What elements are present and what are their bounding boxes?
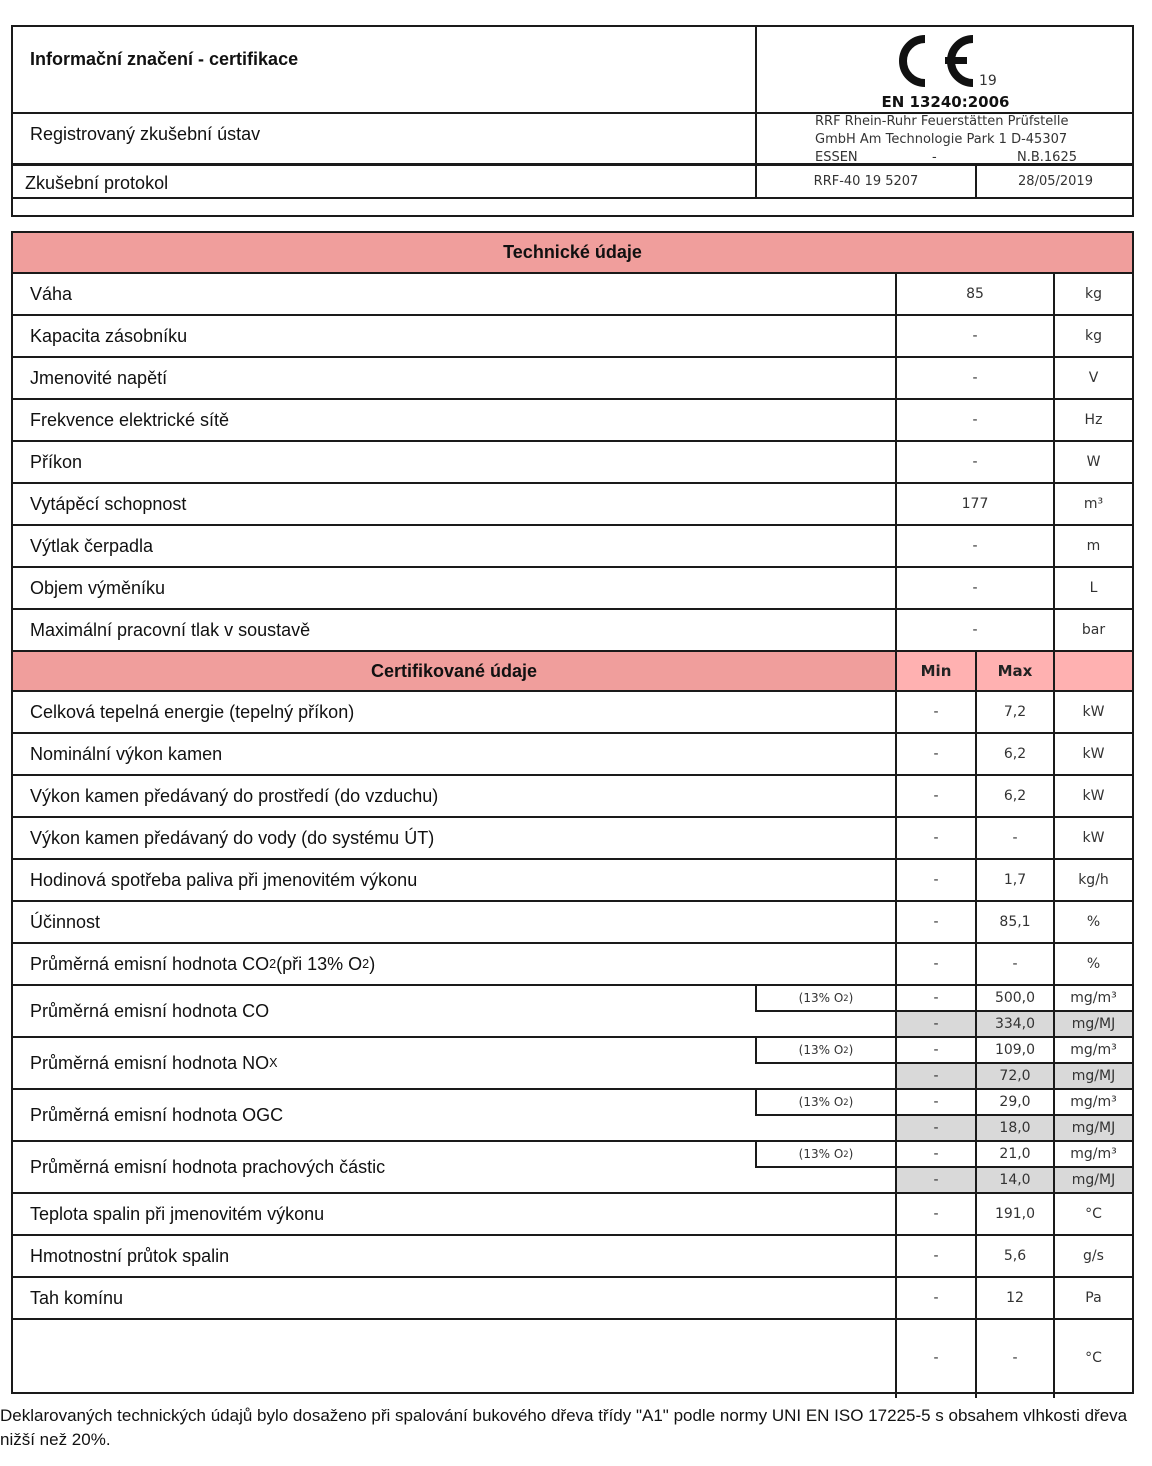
technical-row-label: Frekvence elektrické sítě (30, 409, 230, 430)
ce-logo-icon (887, 33, 977, 94)
certified-row-unit: °C (1085, 1350, 1102, 1366)
column-min-header: Min (897, 652, 975, 690)
ce-year: 19 (979, 73, 997, 89)
technical-header: Technické údaje (13, 233, 1132, 272)
technical-row-value: - (972, 454, 978, 470)
institute-address: RRF Rhein-Ruhr Feuerstätten Prüfstelle GmbH Am Technologie Park 1 D-45307 ESSEN - N.B.1625 (815, 114, 1077, 165)
technical-row-label: Výtlak čerpadla (30, 535, 154, 556)
certified-row-label: Účinnost (30, 911, 101, 932)
certified-header: Certifikované údaje (13, 652, 895, 690)
emission-row-label: Průměrná emisní hodnota OGC (30, 1104, 284, 1125)
certification-title: Informační značení - certifikace (30, 49, 299, 69)
certified-row-min: - (933, 914, 939, 930)
emission-max-per-mj: 14,0 (977, 1168, 1053, 1192)
emission-reference: (13% O 2 ) (798, 1095, 854, 1109)
emission-max-per-mj: 72,0 (977, 1064, 1053, 1088)
technical-row-unit: L (1089, 580, 1098, 596)
certified-row-max: 1,7 (1003, 872, 1027, 888)
technical-row-value: - (972, 412, 978, 428)
technical-row-value: - (972, 370, 978, 386)
certified-row-min: - (933, 1248, 939, 1264)
certified-row-max: - (1012, 1350, 1018, 1366)
certified-row-min: - (933, 956, 939, 972)
emission-max-per-m3: 500,0 (994, 990, 1036, 1006)
emission-row-label: Průměrná emisní hodnota NO X (30, 1052, 278, 1073)
emission-unit-per-mj: mg/MJ (1055, 1012, 1132, 1036)
column-unit-header (1055, 652, 1132, 690)
certified-row-unit: kW (1082, 830, 1105, 846)
certified-row-max: 85,1 (999, 914, 1031, 930)
certified-row-label: Teplota spalin při jmenovitém výkonu (30, 1203, 325, 1224)
emission-unit-per-m3: mg/m³ (1070, 1094, 1117, 1110)
certified-row-label: Tah komínu (30, 1287, 124, 1308)
technical-row-unit: V (1088, 370, 1099, 386)
certified-row-max: - (1012, 830, 1018, 846)
emission-min-per-m3: - (933, 990, 939, 1006)
certified-row-max: - (1012, 956, 1018, 972)
technical-row-unit: m³ (1083, 496, 1104, 512)
column-max-header: Max (977, 652, 1053, 690)
technical-row-label: Vytápěcí schopnost (30, 493, 187, 514)
certified-row-max: 6,2 (1003, 788, 1027, 804)
emission-unit-per-m3: mg/m³ (1070, 1042, 1117, 1058)
emission-unit-per-mj: mg/MJ (1055, 1116, 1132, 1140)
technical-row-value: - (972, 580, 978, 596)
certified-row-label: Výkon kamen předávaný do prostředí (do vzduchu) (30, 785, 439, 806)
certified-row-unit: g/s (1083, 1248, 1104, 1264)
emission-reference: (13% O 2 ) (798, 991, 854, 1005)
technical-row-value: - (972, 622, 978, 638)
technical-row-value: 177 (961, 496, 989, 512)
protocol-label: Zkušební protokol (25, 173, 169, 193)
technical-row-label: Příkon (30, 451, 83, 472)
certified-row-label: Hmotnostní průtok spalin (30, 1245, 230, 1266)
technical-row-label: Maximální pracovní tlak v soustavě (30, 619, 311, 640)
certified-row-label: Hodinová spotřeba paliva při jmenovitém výkonu (30, 869, 418, 890)
certified-row-min: - (933, 1350, 939, 1366)
emission-max-per-m3: 21,0 (999, 1146, 1031, 1162)
certified-row-max: 6,2 (1003, 746, 1027, 762)
certified-row-max: 12 (1006, 1290, 1024, 1306)
certified-row-unit: Pa (1085, 1290, 1102, 1306)
certified-row-label: Nominální výkon kamen (30, 743, 223, 764)
emission-min-per-mj: - (897, 1116, 975, 1140)
certified-row-unit: °C (1085, 1206, 1102, 1222)
technical-table (11, 231, 1134, 1394)
emission-unit-per-m3: mg/m³ (1070, 1146, 1117, 1162)
certified-row-unit: kW (1082, 788, 1105, 804)
technical-row-unit: Hz (1084, 412, 1103, 428)
certified-row-max: 5,6 (1003, 1248, 1027, 1264)
emission-reference: (13% O 2 ) (798, 1043, 854, 1057)
technical-row-unit: W (1086, 454, 1101, 470)
emission-min-per-mj: - (897, 1064, 975, 1088)
protocol-date: 28/05/2019 (1018, 174, 1093, 189)
certified-row-min: - (933, 704, 939, 720)
technical-row-value: 85 (966, 286, 984, 302)
protocol-number: RRF-40 19 5207 (813, 174, 919, 189)
certified-row-min: - (933, 1206, 939, 1222)
emission-max-per-mj: 334,0 (977, 1012, 1053, 1036)
emission-row-label: Průměrná emisní hodnota CO (30, 1000, 270, 1021)
certified-row-max: 7,2 (1003, 704, 1027, 720)
emission-unit-per-mj: mg/MJ (1055, 1168, 1132, 1192)
emission-row-label: Průměrná emisní hodnota prachových částic (30, 1156, 386, 1177)
ce-mark (757, 27, 1134, 112)
emission-min-per-m3: - (933, 1094, 939, 1110)
technical-row-unit: m (1086, 538, 1101, 554)
technical-row-value: - (972, 538, 978, 554)
certified-row-unit: kW (1082, 746, 1105, 762)
technical-row-unit: kg (1085, 286, 1102, 302)
technical-row-unit: kg (1085, 328, 1102, 344)
certified-row-min: - (933, 788, 939, 804)
emission-unit-per-m3: mg/m³ (1070, 990, 1117, 1006)
technical-row-label: Váha (30, 283, 73, 304)
certified-row-unit: % (1086, 914, 1101, 930)
certified-row-unit: kW (1082, 704, 1105, 720)
certified-row-label: Výkon kamen předávaný do vody (do systému ÚT) (30, 827, 435, 848)
technical-row-label: Kapacita zásobníku (30, 325, 188, 346)
emission-reference: (13% O 2 ) (798, 1147, 854, 1161)
emission-max-per-m3: 109,0 (994, 1042, 1036, 1058)
certified-row-max: 191,0 (994, 1206, 1036, 1222)
certified-row-min: - (933, 872, 939, 888)
certification-table (11, 25, 1134, 217)
technical-row-label: Jmenovité napětí (30, 367, 168, 388)
certified-row-unit: kg/h (1078, 872, 1109, 888)
technical-row-label: Objem výměníku (30, 577, 166, 598)
institute-label: Registrovaný zkušební ústav (30, 124, 261, 144)
footnote: Deklarovaných technických údajů bylo dosaženo při spalování bukového dřeva třídy "A1" podle normy UNI EN ISO 17225-5 s obsahem vlhkosti dřeva nižší než 20%. (0, 1406, 1128, 1449)
emission-max-per-mj: 18,0 (977, 1116, 1053, 1140)
emission-unit-per-mj: mg/MJ (1055, 1064, 1132, 1088)
emission-min-per-m3: - (933, 1146, 939, 1162)
emission-min-per-mj: - (897, 1012, 975, 1036)
certified-row-min: - (933, 1290, 939, 1306)
emission-min-per-m3: - (933, 1042, 939, 1058)
standard-label: EN 13240:2006 (881, 93, 1010, 111)
emission-max-per-m3: 29,0 (999, 1094, 1031, 1110)
certified-row-label: Celková tepelná energie (tepelný příkon) (30, 701, 355, 722)
certified-row-label-co2: Průměrná emisní hodnota CO 2 (při 13% O 2 ) (30, 953, 376, 974)
certified-row-min: - (933, 830, 939, 846)
technical-row-unit: bar (1081, 622, 1106, 638)
emission-min-per-mj: - (897, 1168, 975, 1192)
certified-row-min: - (933, 746, 939, 762)
certified-row-unit: % (1086, 956, 1101, 972)
technical-row-value: - (972, 328, 978, 344)
